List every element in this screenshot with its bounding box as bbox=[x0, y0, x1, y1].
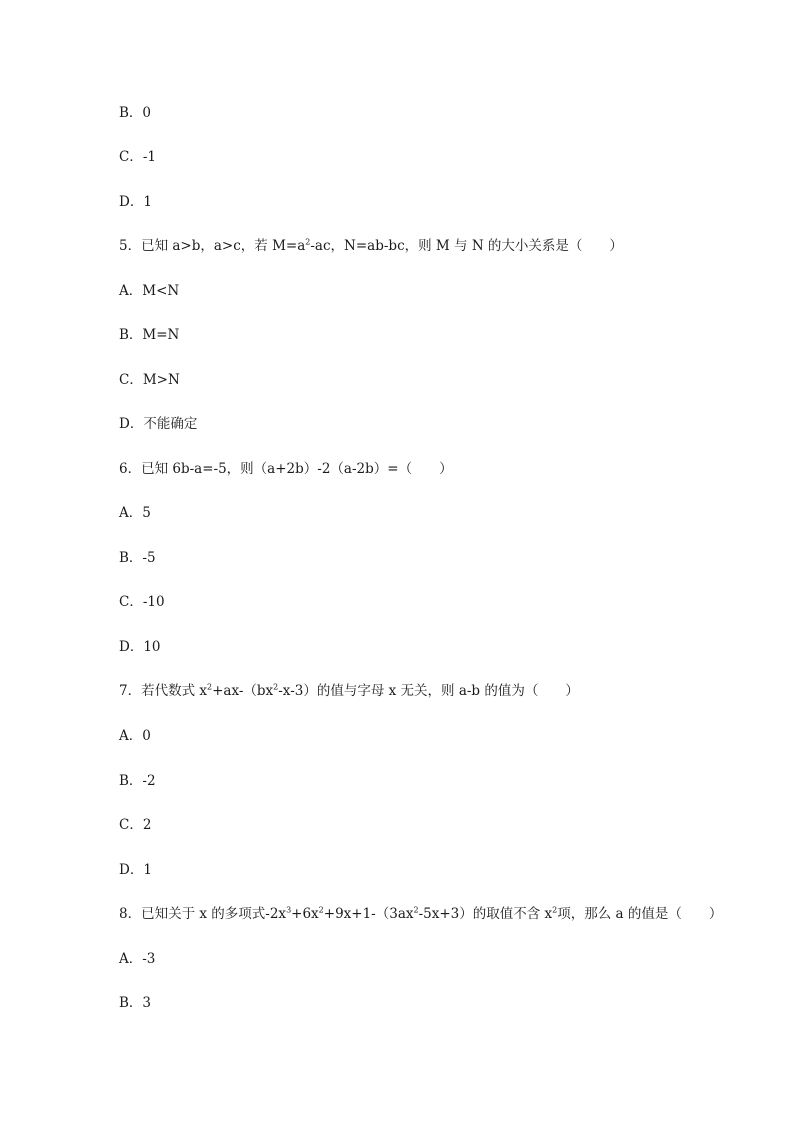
option-a-q6: A．5 bbox=[119, 505, 151, 521]
option-b-q7: B．-2 bbox=[119, 773, 156, 789]
option-d-q6: D．10 bbox=[119, 639, 161, 655]
option-a-q8: A．-3 bbox=[119, 951, 156, 967]
option-c-q7: C．2 bbox=[119, 817, 152, 833]
option-c-q6: C．-10 bbox=[119, 594, 165, 610]
option-c-q4: C．-1 bbox=[119, 149, 156, 165]
question-8: 8．已知关于 x 的多项式$-2x^3+6x^2+9x+1-(3ax^2-5x+3)$的取值不含 $x^2$项，那么 a 的值是（ ） bbox=[119, 905, 723, 922]
question-6: 6．已知 6b-a=-5，则（a+2b）-2（a-2b）=（ ） bbox=[119, 461, 453, 477]
option-b-q6: B．-5 bbox=[119, 550, 156, 566]
option-b-q5: B．M=N bbox=[119, 327, 180, 343]
option-b-q4: B．0 bbox=[119, 105, 152, 121]
option-d-q5: D．不能确定 bbox=[119, 416, 198, 432]
option-c-q5: C．M>N bbox=[119, 372, 180, 388]
option-a-q5: A．M<N bbox=[119, 283, 180, 299]
question-7: 7．若代数式 $x^2+ax-(bx^2-x-3)$的值与字母 x 无关，则 a-b 的值为（ ） bbox=[119, 682, 579, 699]
option-d-q7: D．1 bbox=[119, 862, 152, 878]
option-a-q7: A．0 bbox=[119, 728, 151, 744]
option-b-q8: B．3 bbox=[119, 995, 152, 1011]
question-5: 5．已知 a>b，a>c，若 $M=a^2-ac$，N=ab-bc，则 M 与 N 的大小关系是（ ） bbox=[119, 237, 623, 254]
option-d-q4: D．1 bbox=[119, 194, 152, 210]
